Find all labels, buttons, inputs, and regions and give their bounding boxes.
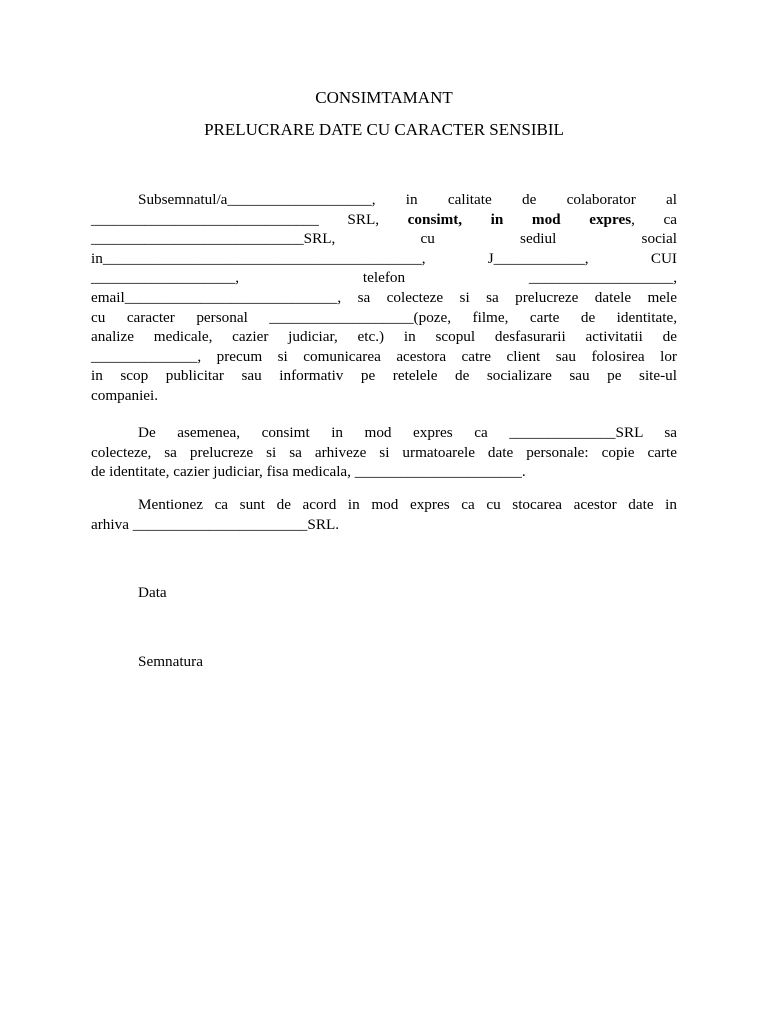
line-segment: , ca — [631, 210, 677, 228]
consent-paragraph-2 — [91, 423, 677, 482]
paragraph-line: in__________________________________________, J____________, CUI — [91, 249, 677, 267]
paragraph-line — [91, 210, 677, 230]
paragraph-line: email____________________________, sa colecteze si sa prelucreze datele mele — [91, 288, 677, 306]
paragraph-line: ____________________________SRL, cu sediul social — [91, 230, 677, 248]
consent-paragraph-3 — [91, 495, 677, 534]
date-label: Data — [138, 584, 167, 601]
paragraph-line: Mentionez ca sunt de acord in mod expres ca cu stocarea acestor date in — [138, 496, 677, 513]
paragraph-line: cu caracter personal ___________________(poze, filme, carte de identitate, — [91, 308, 677, 326]
document-subtitle: PRELUCRARE DATE CU CARACTER SENSIBIL — [204, 120, 564, 139]
bold-consent-phrase: consimt, in mod expres — [407, 210, 632, 228]
line-segment: ______________________________ SRL, — [91, 210, 408, 228]
paragraph-line: Subsemnatul/a___________________, in calitate de colaborator al — [138, 191, 677, 208]
paragraph-line: ______________, precum si comunicarea acestora catre client sau folosirea lor — [91, 347, 677, 365]
paragraph-line: companiei. — [91, 386, 159, 404]
paragraph-line: De asemenea, consimt in mod expres ca ______________SRL sa — [138, 424, 677, 441]
signature-label: Semnatura — [138, 653, 203, 670]
paragraph-line: in scop publicitar sau informativ pe retelele de socializare sau pe site-ul — [91, 367, 677, 385]
paragraph-line: arhiva _______________________SRL. — [91, 515, 340, 533]
paragraph-line: colecteze, sa prelucreze si sa arhiveze si urmatoarele date personale: copie carte — [91, 443, 677, 461]
document-title: CONSIMTAMANT — [315, 88, 453, 107]
paragraph-line: de identitate, cazier judiciar, fisa medicala, ______________________. — [91, 463, 526, 481]
paragraph-line: ___________________, telefon ___________________, — [91, 269, 677, 287]
consent-paragraph-1 — [91, 190, 677, 406]
paragraph-line: analize medicale, cazier judiciar, etc.) in scopul desfasurarii activitatii de — [91, 328, 677, 346]
